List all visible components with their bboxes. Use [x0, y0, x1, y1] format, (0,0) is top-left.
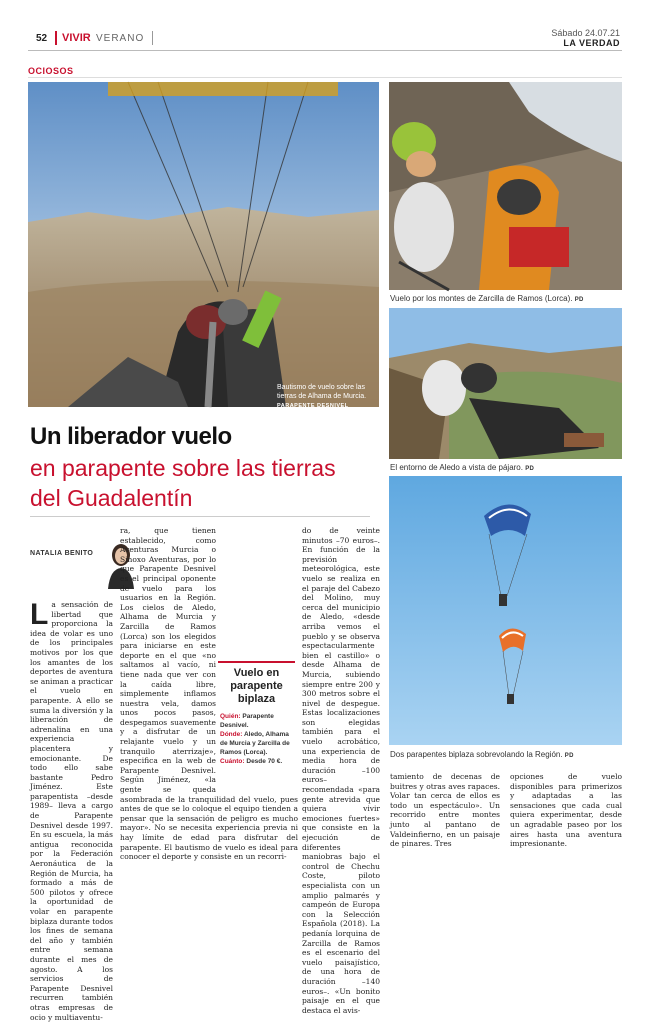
- kicker: OCIOSOS: [28, 66, 74, 76]
- main-photo-caption: Bautismo de vuelo sobre las tierras de Alhama de Murcia. PARAPENTE DESNIVEL: [277, 383, 377, 411]
- top-right-caption: Vuelo por los montes de Zarcilla de Ramos (Lorca). PD: [390, 294, 584, 303]
- page-number: 52: [36, 33, 48, 44]
- section-divider: [55, 31, 57, 45]
- infobox-price: Desde 70 €.: [246, 758, 283, 765]
- infobox-who-label: Quién:: [220, 713, 241, 720]
- body-column-5: opciones de vuelo disponibles para primerizos y adaptadas a las sensaciones que cada cual quiera experimentar, desde un agradable paseo por los aires hasta una aventura impresionante.: [510, 772, 622, 849]
- infobox-where: Aledo, Alhama de Murcia y Zarcilla de Ramos (Lorca).: [220, 731, 290, 756]
- top-right-credit: PD: [574, 297, 584, 303]
- main-photo: [28, 82, 379, 407]
- drop-cap: L: [30, 598, 49, 631]
- top-right-photo: [389, 82, 622, 290]
- subsection-name: VERANO: [96, 33, 145, 44]
- bottom-right-photo: [389, 476, 622, 745]
- tandem-selfie-icon: [389, 82, 622, 290]
- mid-right-caption: El entorno de Aledo a vista de pájaro. PD: [390, 463, 535, 472]
- main-photo-credit: PARAPENTE DESNIVEL: [277, 403, 349, 409]
- bottom-right-caption: Dos parapentes biplaza sobrevolando la Región. PD: [390, 750, 574, 759]
- infobox-who: Parapente Desnivel.: [220, 713, 274, 729]
- two-paragliders-icon: [389, 476, 622, 745]
- headline-rule: [30, 516, 370, 517]
- byline: NATALIA BENITO: [30, 550, 94, 557]
- infobox-body: [218, 712, 295, 766]
- newspaper-name: LA VERDAD: [563, 38, 620, 48]
- aledo-view-icon: [389, 308, 622, 459]
- paragliders-tandem-icon: [28, 82, 379, 407]
- subsection-divider: [152, 31, 153, 45]
- infobox-title: Vuelo en parapente biplaza: [230, 667, 283, 705]
- headline-main: Un liberador vuelo: [30, 423, 232, 450]
- infobox-where-label: Dónde:: [220, 731, 243, 738]
- infobox-price-label: Cuánto:: [220, 758, 245, 765]
- body-column-4: tamiento de decenas de buitres y otras aves rapaces. Volar tan cerca de ellos es todo un espectáculo». Un recorrido entre montes junto al pantano de Valdeinfierno, en un paisaje de pinares. Tres: [390, 772, 500, 849]
- mid-right-photo: [389, 308, 622, 459]
- body-column-3: do de veinte minutos –70 euros–. En función de la previsión meteorológica, este vuelo se realiza en el paraje del Cabezo del Molino, muy cerca del municipio de Aledo, «desde arriba vemos el pueblo y se observa espectacularmente bien el castillo» o desde Alhama de Murcia, subiendo siempre entre 200 y 300 metros sobre el nivel de despegue. Estas localizaciones son elegidas también para el vuelo acrobático, una experiencia de media hora de duración –100 euros– recomendada «para gente atrevida que quiera vivir emociones fuertes» que consiste en la ejecución de diferentes maniobras bajo el control de Chechu Coste, piloto especialista con un amplio palmarés y campeón de Europa con la Selección Española (2018). La pedanía lorquina de Zarcilla de Ramos es el escenario del vuelo paisajístico, de una hora de duración –140 euros–. «Un bonito paisaje en el que destaca el avis-: [302, 526, 380, 1015]
- issue-date: Sábado 24.07.21: [551, 28, 620, 38]
- section-name: VIVIR: [62, 32, 91, 44]
- infobox: [218, 661, 295, 765]
- headline-sub: en parapente sobre las tierras del Guadalentín: [30, 455, 336, 511]
- body-column-1: La sensación de libertad que proporciona la idea de volar es uno de los principales motivos por los que los amantes de los deportes de aventura se animan a practicar el vuelo en parapente. A ello se suma la diversión y la liberación de adrenalina en una experiencia placentera y emocionante. De todo ello sabe bastante Pedro Jiménez. Este parapentista –desde 1989– lleva a cargo de Parapente Desnivel desde 1997. En su escuela, la más antigua reconocida por la Federación Aeronáutica de la Región de Murcia, ha formado a más de 500 pilotos y ofrece la oportunidad de volar en parapente biplaza durante todos los fines de semana del año y también entre semana durante el mes de agosto. A los servicios de Parapente Desnivel recurren también otras empresas de ocio y multiaventu-: [30, 598, 113, 1022]
- mid-right-credit: PD: [525, 466, 535, 472]
- body-column-2: ra, que tienen establecido, como Aventuras Murcia o Sinoxo Aventuras, por lo que Parapente Desnivel es el principal oponente de vuelo para los usuarios en la Región. Los cielos de Aledo, Alhama de Murcia y Zarcilla de Ramos (Lorca) son los elegidos para iniciarse en este deporte en el que «no saltamos al vacío, ni tiene nada que ver con la caída libre, simplemente inflamos nuestra vela, damos unos pocos pasos, despegamos suavemente y a disfrutar de un relajante vuelo y un tranquilo aterrizaje», especifica en la web de Parapente Desnivel. Según Jiménez, «la gente se queda asombrada de la tranquilidad del vuelo, pues antes de que se lo coloque el equipo tienden a pensar que la sensación de peligro es mucho mayor». No se necesita experiencia previa ni hay límite de edad para disfrutar del parapente. El bautismo de vuelo es ideal para conocer el deporte y consiste en un recorri-: [120, 526, 298, 862]
- kicker-rule: [28, 77, 622, 78]
- header-rule: [28, 50, 622, 51]
- bottom-right-credit: PD: [564, 753, 574, 759]
